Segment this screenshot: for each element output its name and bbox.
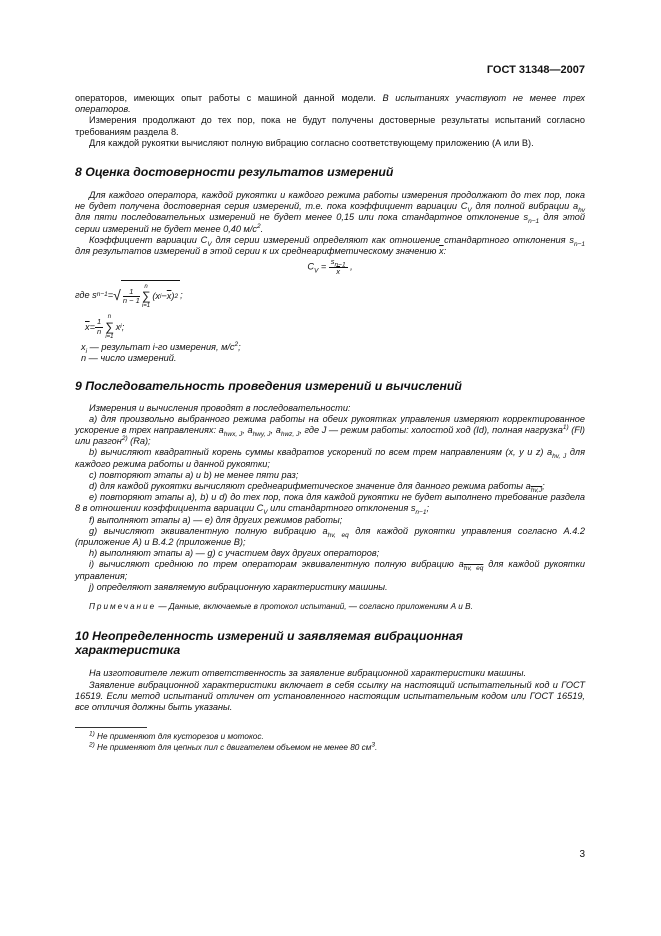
section-8-paragraph-2: Коэффициент вариации $C_V$ для серии измерений определяют как отношение стандартного отклонения $s_{n-1}$ для результатов измерений в этой серии к их среднеарифметическому значению $\overline{x}$: [75,234,585,257]
intro-paragraph-1 [75,93,585,115]
step-h: h) выполняют этапы a) — g) с участием двух других операторов; [89,548,380,559]
step-e: e) повторяют этапы a), b) и d) до тех пор, пока для каждой рукоятки не будет выполнено требование раздела 8 в отношении коэффициента вариации $C_V$ или стандартного отклонения $s_{n-1}$; [75,492,585,517]
footnote-divider [75,727,147,728]
section-8-paragraph-1: Для каждого оператора, каждой рукоятки и каждого режима работы измерения продолжают до тех пор, пока не будет получена достоверная серия измерений, т.е. пока коэффициент вариации $C_V$ для полной вибрации $a_{hv}$ для пяти последовательных измерений не будет менее 0,15 или пока стандартное отклонение $s_{n-1}$ для этой серии измерений не будет менее 0,40 $м/с^2$. [75,190,585,234]
section-10-body [75,668,585,713]
intro-paragraph-3: Для каждой рукоятки вычисляют полную вибрацию согласно соответствующему приложению (А или В). [89,137,534,148]
step-f: f) выполняют этапы a) — e) для других режимов работы; [89,514,343,525]
intro-text: операторов, имеющих опыт работы с машиной данной модели. [75,93,383,103]
footnote-2: $^{2)}$ Не применяют для цепных пил с двигателем объемом не менее 80 $см^3$. [89,740,378,752]
footnote-1: $^{1)}$ Не применяют для кусторезов и мотокос. [89,730,264,742]
document-id-header: ГОСТ 31348—2007 [486,64,585,76]
page-body [75,93,585,753]
section-10-heading: 10 Неопределенность измерений и заявляемая вибрационная характеристика [75,629,463,658]
section-10-paragraph-2: Заявление вибрационной характеристики включает в себя ссылку на настоящий испытательный код и ГОСТ 16519. Если метод испытаний отличен от установленного настоящим испытательным кодом или ГОСТ 16519, все отличия должны быть указаны. [75,679,585,712]
step-i: i) вычисляют среднюю по трем операторам эквивалентную полную вибрацию $a_{hv, eq}$ для каждой рукоятки управления; [75,559,585,581]
definition-xi: $x_i$ — результат i-го измерения, $м/с^2$; [81,341,241,356]
formula-arithmetic-mean: $\overline{x}$ = $\frac{1}{n}$ n ∑ i=1 x i ; [85,314,125,340]
step-g: g) вычисляют эквивалентную полную вибрацию $a_{hv, eq}$ для каждой рукоятки управления согласно А.4.2 (приложение А) и В.4.2 (приложение В); [75,525,585,548]
page-number: 3 [579,849,585,860]
step-c: c) повторяют этапы a) и b) не менее пяти раз; [89,469,299,480]
step-a: a) для произвольно выбранного режима работы на обеих рукоятках управления измеряют корректированное ускорение в трех направлениях: $a_{hwx, J}$, $a_{hwy, J}$, $a_{hwz, J}$, где J — режим работы: холостой ход (Id), полная нагрузка$^{1)}$ (Fl) или разгон$^{2)}$ (Ra); [75,413,585,447]
section-9-intro: Измерения и вычисления проводят в последовательности: [89,402,351,413]
section-8-heading: 8 Оценка достоверности результатов измерений [75,165,394,180]
section-9-heading: 9 Последовательность проведения измерений и вычислений [75,378,462,393]
step-j: j) определяют заявляемую вибрационную характеристику машины. [89,581,388,592]
section-8-body [75,190,585,365]
step-d: d) для каждой рукоятки вычисляют среднеарифметическое значение для данного режима работы $a_{hv,J}$; [89,481,545,494]
section-9-body [75,403,585,593]
definition-n: n — число измерений. [81,353,177,364]
step-b: b) вычисляют квадратный корень суммы квадратов ускорений по всем трем направлениям (x, y и z) $a_{hv, J}$ для каждого режима работы и данной рукоятки; [75,447,585,469]
formula-standard-deviation: где s n−1 = √ $\frac{1}{n - 1}$ n ∑ i=1 (x i − $\overline{x}$ ) 2 ; [75,278,585,312]
intro-paragraph-2: Измерения продолжают до тех пор, пока не будут получены достоверные результаты испытаний согласно требованиям раздела 8. [75,115,585,137]
section-10-paragraph-1: На изготовителе лежит ответственность за заявление вибрационной характеристики машины. [89,668,527,679]
section-9-note: Примечание — Данные, включаемые в протокол испытаний, — согласно приложениям А и В. [89,602,473,612]
intro-text-italic: В испытаниях участвуют не менее трех операторов. [75,93,585,115]
formula-coefficient-of-variation: $C_V$ = $\frac{s_{n-1}}{x}$ , [307,257,353,276]
